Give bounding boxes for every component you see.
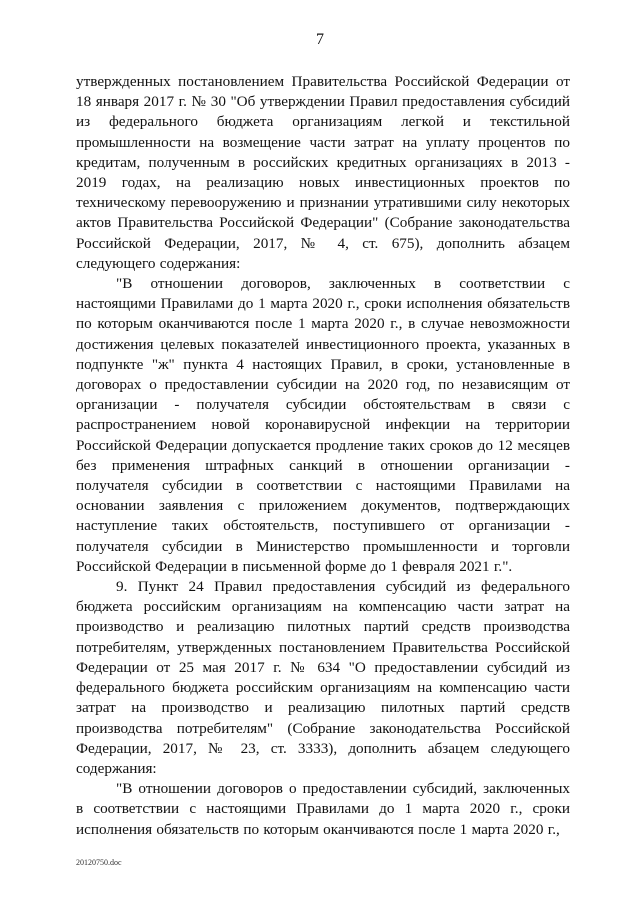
page-number: 7 xyxy=(316,31,324,48)
document-body xyxy=(76,72,570,840)
paragraph-item-9: 9. Пункт 24 Правил предоставления субсидий из федерального бюджета российским организациям на компенсацию части затрат на производство и реализацию пилотных партий средств производства потребителям, утвержденных постановлением Правительства Российской Федерации от 25 мая 2017 г. № 634 "О предоставлении субсидий из федерального бюджета российским организациям на компенсацию части затрат на производство и реализацию пилотных партий средств производства потребителям" (Собрание законодательства Российской Федерации, 2017, № 23, ст. 3333), дополнить абзацем следующего содержания: xyxy=(76,578,570,777)
paragraph-quoted-addition-pilot-batches: "В отношении договоров о предоставлении субсидий, заключенных в соответствии с настоящими Правилами до 1 марта 2020 г., сроки исполнения обязательств по которым оканчиваются после 1 марта 2020 г., xyxy=(76,780,570,838)
paragraph-decree-reference: утвержденных постановлением Правительства Российской Федерации от 18 января 2017 г. № 30 "Об утверждении Правил предоставления субсидий из федерального бюджета организациям легкой и текстильной промышленности на возмещение части затрат на уплату процентов по кредитам, полученным в российских кредитных организациях в 2013 - 2019 годах, на реализацию новых инвестиционных проектов по техническому перевооружению и признании утратившими силу некоторых актов Правительства Российской Федерации" (Собрание законодательства Российской Федерации, 2017, № 4, ст. 675), дополнить абзацем следующего содержания: xyxy=(76,73,570,272)
paragraph-quoted-addition-light-industry: "В отношении договоров, заключенных в соответствии с настоящими Правилами до 1 марта 2020 г., сроки исполнения обязательств по которым оканчиваются после 1 марта 2020 г., в случае невозможности достижения целевых показателей инвестиционного проекта, указанных в подпункте "ж" пункта 4 настоящих Правил, в сроки, установленные в договорах о предоставлении субсидии на 2020 год, по независящим от организации - получателя субсидии обстоятельствам в связи с распространением новой коронавирусной инфекции на территории Российской Федерации допускается продление таких сроков до 12 месяцев без применения штрафных санкций в отношении организации - получателя субсидии в соответствии с настоящими Правилами на основании заявления с приложением документов, подтверждающих наступление таких обстоятельств, поступившего от организации - получателя субсидии в Министерство промышленности и торговли Российской Федерации в письменной форме до 1 февраля 2021 г.". xyxy=(76,275,570,575)
footer-filename: 20120750.doc xyxy=(76,858,122,867)
